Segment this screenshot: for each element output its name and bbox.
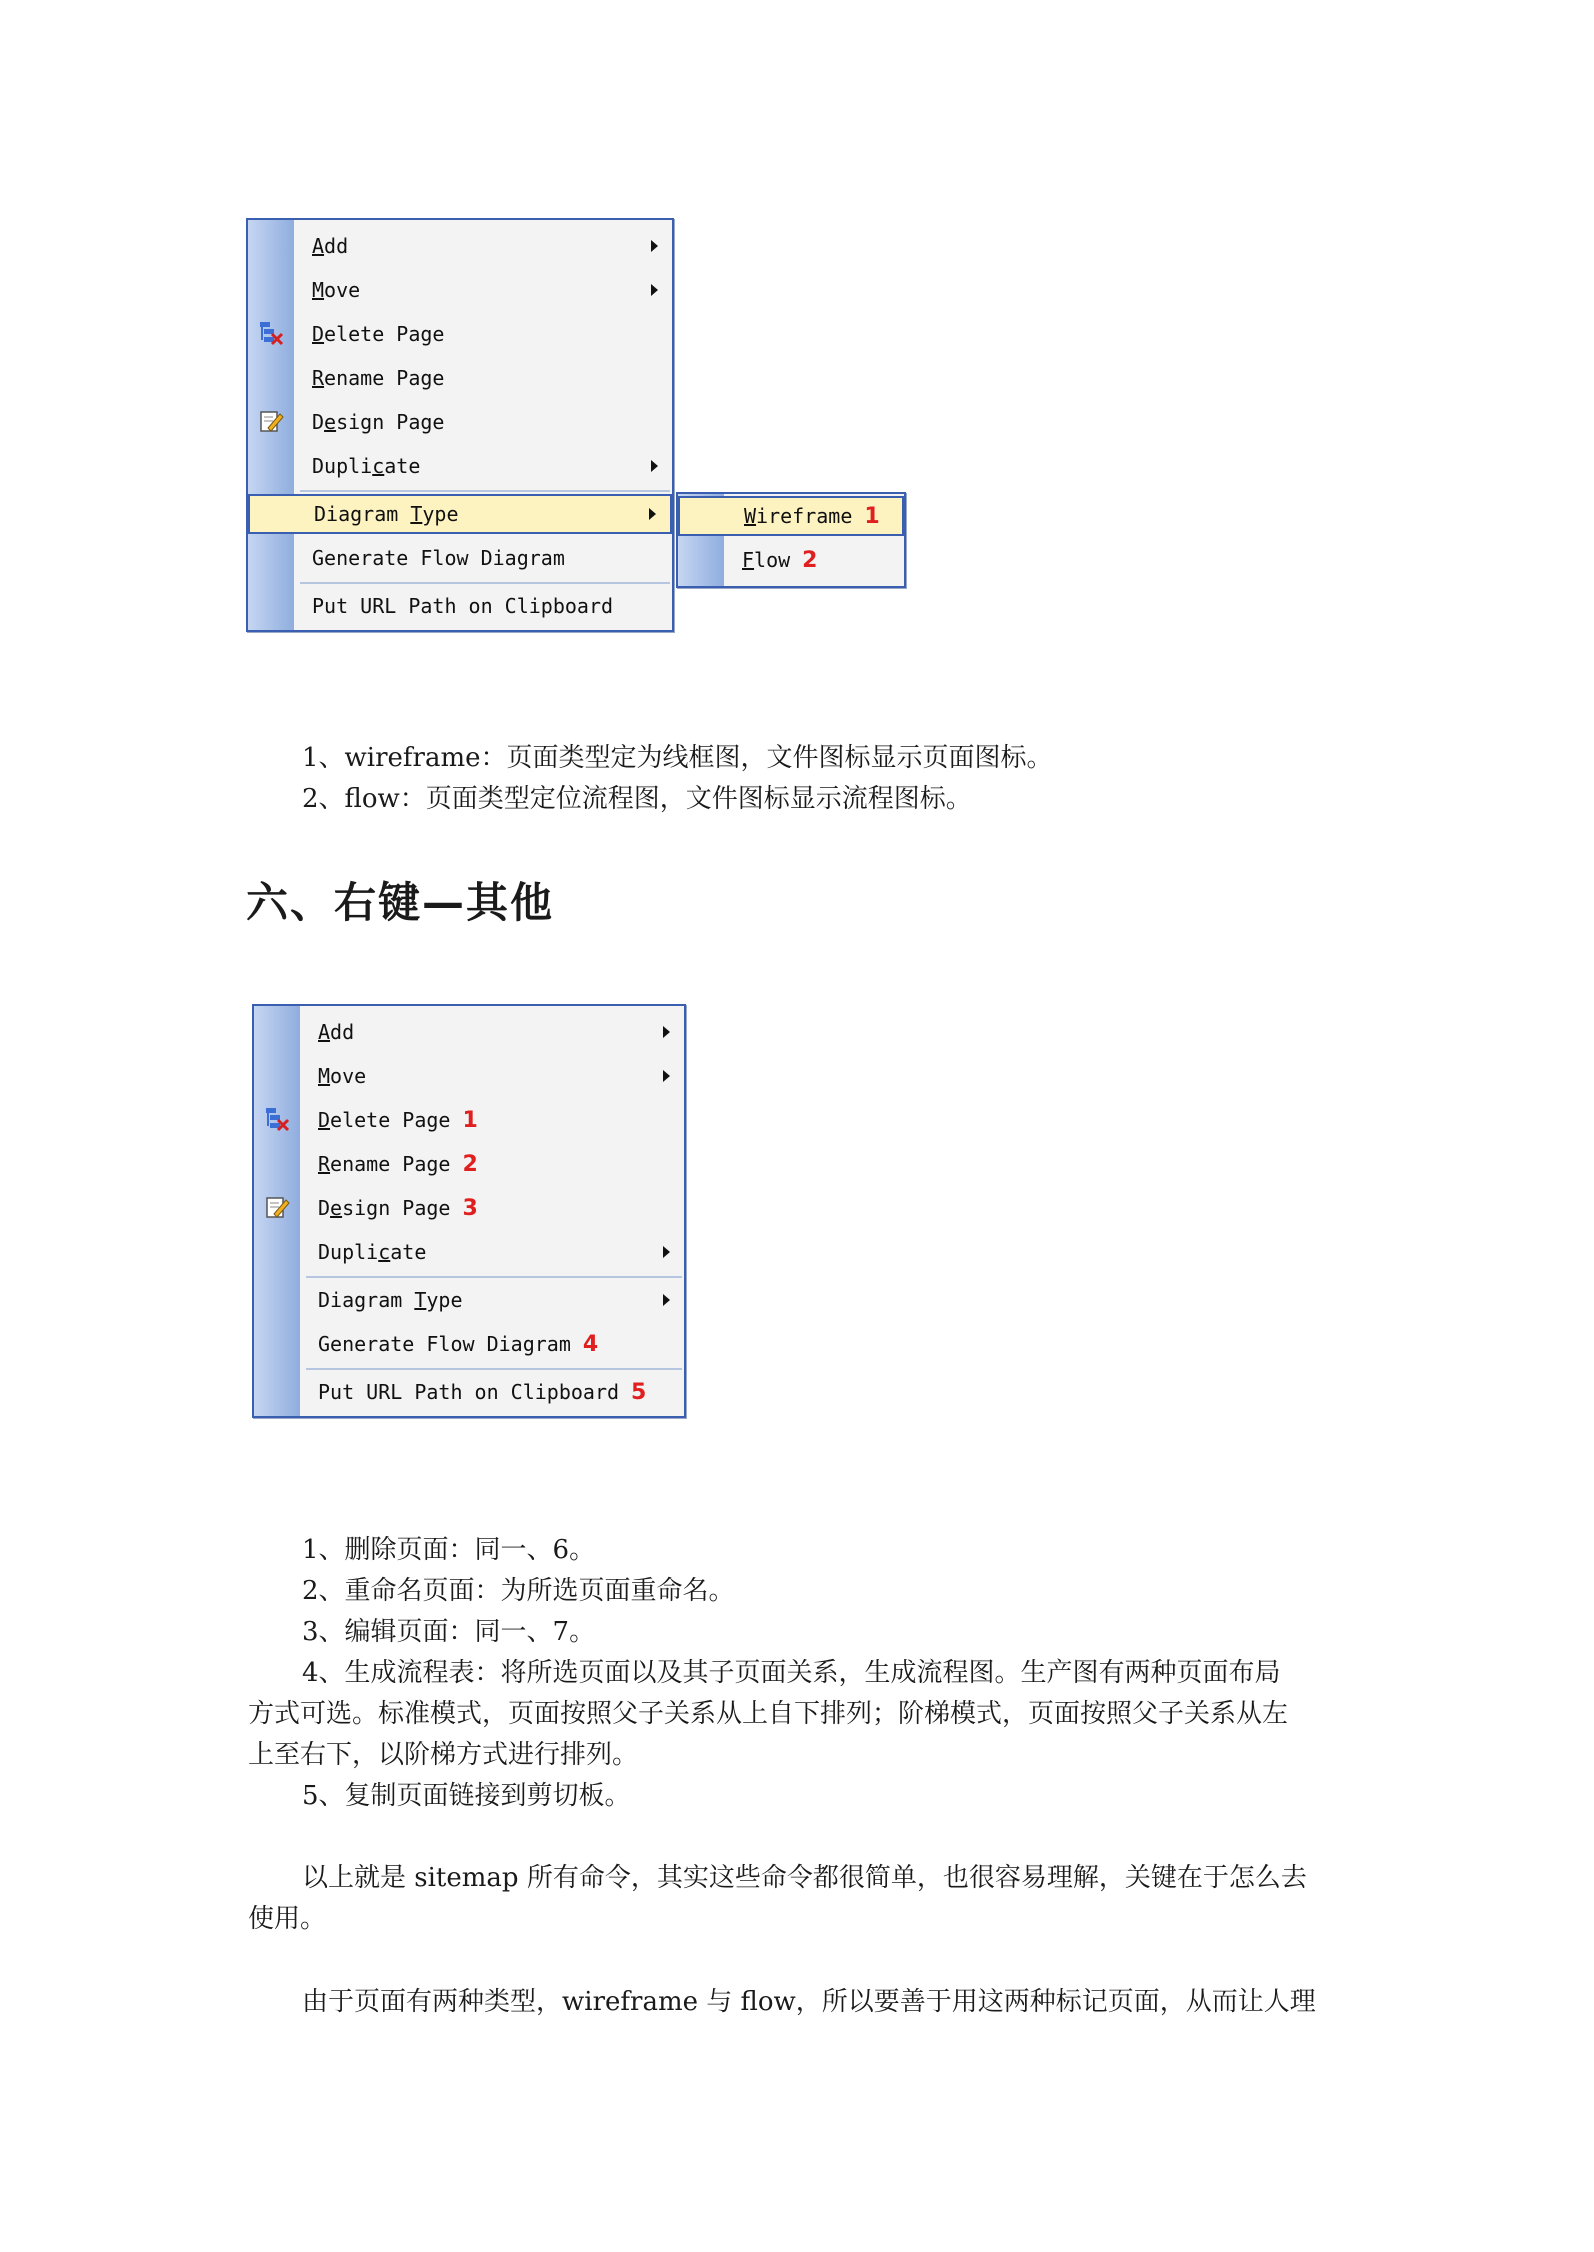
menu-item-add[interactable] <box>254 1012 684 1052</box>
note-generate-flow-cont: 方式可选。标准模式，页面按照父子关系从上自下排列；阶梯模式，页面按照父子关系从左 <box>248 1699 1289 1729</box>
submenu-item-flow[interactable] <box>678 540 904 580</box>
context-menu-a <box>246 218 674 632</box>
menu-item-label: Design Page <box>312 410 445 434</box>
menu-item-move[interactable] <box>254 1056 684 1096</box>
menu-separator <box>306 1368 682 1370</box>
submenu-arrow-icon <box>663 1294 670 1306</box>
final-paragraph: 由于页面有两种类型，wireframe 与 flow，所以要善于用这两种标记页面，从而让人理 <box>302 1987 1316 2017</box>
callout-number: 2 <box>802 548 818 573</box>
menu-item-label: Put URL Path on Clipboard 5 <box>318 1380 647 1405</box>
summary-paragraph-cont: 使用。 <box>248 1904 327 1934</box>
submenu-arrow-icon <box>663 1070 670 1082</box>
menu-item-add[interactable] <box>248 226 672 266</box>
submenu-arrow-icon <box>651 284 658 296</box>
menu-item-delete-page[interactable] <box>254 1100 684 1140</box>
menu-item-duplicate[interactable] <box>248 446 672 486</box>
submenu-arrow-icon <box>651 240 658 252</box>
menu-item-duplicate[interactable] <box>254 1232 684 1272</box>
menu-item-label: Rename Page <box>312 366 445 390</box>
menu-item-label: Add <box>312 234 349 258</box>
menu-item-label: Add <box>318 1020 355 1044</box>
callout-number: 1 <box>864 504 880 529</box>
submenu-arrow-icon <box>651 460 658 472</box>
submenu-arrow-icon <box>663 1026 670 1038</box>
menu-item-label: Diagram Type <box>314 502 459 526</box>
note-delete-page: 1、删除页面：同一、6。 <box>302 1535 596 1565</box>
callout-number: 3 <box>462 1196 478 1221</box>
menu-item-label: Delete Page 1 <box>318 1108 478 1133</box>
menu-separator <box>300 490 670 492</box>
menu-item-design-page[interactable] <box>254 1188 684 1228</box>
delete-page-icon <box>264 1106 290 1132</box>
delete-page-icon <box>258 320 284 346</box>
note-wireframe: 1、wireframe：页面类型定为线框图，文件图标显示页面图标。 <box>302 743 1053 773</box>
note-rename-page: 2、重命名页面：为所选页面重命名。 <box>302 1576 735 1606</box>
menu-item-label: Duplicate <box>318 1240 427 1264</box>
menu-item-label: Put URL Path on Clipboard <box>312 594 614 618</box>
note-copy-link: 5、复制页面链接到剪切板。 <box>302 1781 631 1811</box>
menu-item-rename-page[interactable] <box>248 358 672 398</box>
menu-item-rename-page[interactable] <box>254 1144 684 1184</box>
submenu-item-wireframe[interactable] <box>678 496 904 536</box>
note-flow: 2、flow：页面类型定位流程图，文件图标显示流程图标。 <box>302 784 972 814</box>
menu-item-diagram-type[interactable] <box>248 494 672 534</box>
note-design-page: 3、编辑页面：同一、7。 <box>302 1617 596 1647</box>
callout-number: 4 <box>582 1332 599 1357</box>
menu-separator <box>300 582 670 584</box>
menu-item-label: Move <box>312 278 361 302</box>
menu-item-design-page[interactable] <box>248 402 672 442</box>
callout-number: 1 <box>462 1108 478 1133</box>
submenu-arrow-icon <box>649 508 656 520</box>
menu-item-put-url-path[interactable] <box>248 586 672 626</box>
menu-item-generate-flow-diagram[interactable] <box>254 1324 684 1364</box>
callout-number: 2 <box>462 1152 478 1177</box>
menu-item-label: Diagram Type <box>318 1288 463 1312</box>
menu-item-label: Rename Page 2 <box>318 1152 478 1177</box>
design-page-icon <box>258 408 284 434</box>
menu-item-label: Delete Page <box>312 322 445 346</box>
note-generate-flow: 4、生成流程表：将所选页面以及其子页面关系，生成流程图。生产图有两种页面布局 <box>302 1658 1281 1688</box>
diagram-type-submenu <box>676 492 906 588</box>
menu-item-label: Duplicate <box>312 454 421 478</box>
menu-separator <box>306 1276 682 1278</box>
menu-item-label: Flow 2 <box>742 548 818 573</box>
note-generate-flow-cont: 上至右下，以阶梯方式进行排列。 <box>248 1740 639 1770</box>
menu-item-diagram-type[interactable] <box>254 1280 684 1320</box>
menu-item-label: Move <box>318 1064 367 1088</box>
callout-number: 5 <box>631 1380 647 1405</box>
menu-item-label: Generate Flow Diagram 4 <box>318 1332 599 1357</box>
menu-item-put-url-path[interactable] <box>254 1372 684 1412</box>
menu-item-label: Wireframe 1 <box>744 504 880 529</box>
menu-item-label: Generate Flow Diagram <box>312 546 565 570</box>
submenu-arrow-icon <box>663 1246 670 1258</box>
summary-paragraph: 以上就是 sitemap 所有命令，其实这些命令都很简单，也很容易理解，关键在于怎么去 <box>302 1863 1307 1893</box>
menu-item-generate-flow-diagram[interactable] <box>248 538 672 578</box>
context-menu-b <box>252 1004 686 1418</box>
section-heading: 六、右键—其他 <box>246 878 555 927</box>
design-page-icon <box>264 1194 290 1220</box>
menu-item-delete-page[interactable] <box>248 314 672 354</box>
menu-item-move[interactable] <box>248 270 672 310</box>
menu-item-label: Design Page 3 <box>318 1196 478 1221</box>
